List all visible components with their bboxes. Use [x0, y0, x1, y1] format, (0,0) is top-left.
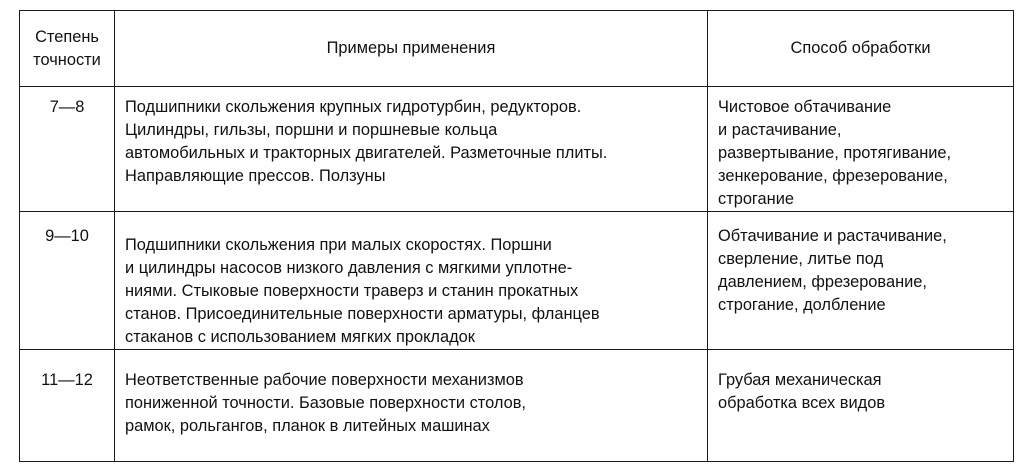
- text-line: Грубая механическая: [718, 371, 882, 389]
- text-line: Неответственные рабочие поверхности механизмов: [125, 371, 524, 389]
- accuracy-table: [19, 10, 1014, 462]
- degree-cell: 11—12: [20, 350, 115, 462]
- text-line: и цилиндры насосов низкого давления с мягкими уплотне-: [125, 259, 573, 277]
- text-line: давлением, фрезерование,: [718, 273, 927, 291]
- text-line: станов. Присоединительные поверхности арматуры, фланцев: [125, 305, 600, 323]
- examples-cell: [115, 87, 708, 212]
- header-examples: Примеры применения: [115, 11, 708, 87]
- header-degree-line: Степень: [35, 27, 99, 46]
- text-line: Направляющие прессов. Ползуны: [125, 167, 386, 185]
- degree-cell: 9—10: [20, 212, 115, 350]
- text-line: ниями. Стыковые поверхности траверз и станин прокатных: [125, 282, 579, 300]
- text-line: Подшипники скольжения крупных гидротурбин, редукторов.: [125, 98, 582, 116]
- header-degree: [20, 11, 115, 87]
- text-line: пониженной точности. Базовые поверхности столов,: [125, 394, 526, 412]
- text-line: рамок, рольгангов, планок в литейных машинах: [125, 417, 490, 435]
- text-line: зенкерование, фрезерование,: [718, 167, 948, 185]
- header-degree-line: точности: [33, 50, 101, 69]
- examples-cell: [115, 350, 708, 462]
- text-line: Чистовое обтачивание: [718, 98, 892, 116]
- method-cell: [708, 87, 1014, 212]
- examples-cell: [115, 212, 708, 350]
- header-method: Способ обработки: [708, 11, 1014, 87]
- text-line: Обтачивание и растачивание,: [718, 227, 947, 245]
- text-line: развертывание, протягивание,: [718, 144, 952, 162]
- text-line: автомобильных и тракторных двигателей. Разметочные плиты.: [125, 144, 608, 162]
- text-line: обработка всех видов: [718, 394, 886, 412]
- method-cell: [708, 212, 1014, 350]
- text-line: и растачивание,: [718, 121, 842, 139]
- text-line: строгание: [718, 190, 794, 208]
- header-row: [20, 11, 1014, 87]
- text-line: Цилиндры, гильзы, поршни и поршневые кольца: [125, 121, 498, 139]
- table-row: [20, 350, 1014, 462]
- text-line: стаканов с использованием мягких прокладок: [125, 328, 475, 346]
- degree-cell: 7—8: [20, 87, 115, 212]
- text-line: Подшипники скольжения при малых скоростях. Поршни: [125, 236, 552, 254]
- text-line: строгание, долбление: [718, 296, 886, 314]
- table-row: [20, 87, 1014, 212]
- text-line: сверление, литье под: [718, 250, 884, 268]
- method-cell: [708, 350, 1014, 462]
- table-row: [20, 212, 1014, 350]
